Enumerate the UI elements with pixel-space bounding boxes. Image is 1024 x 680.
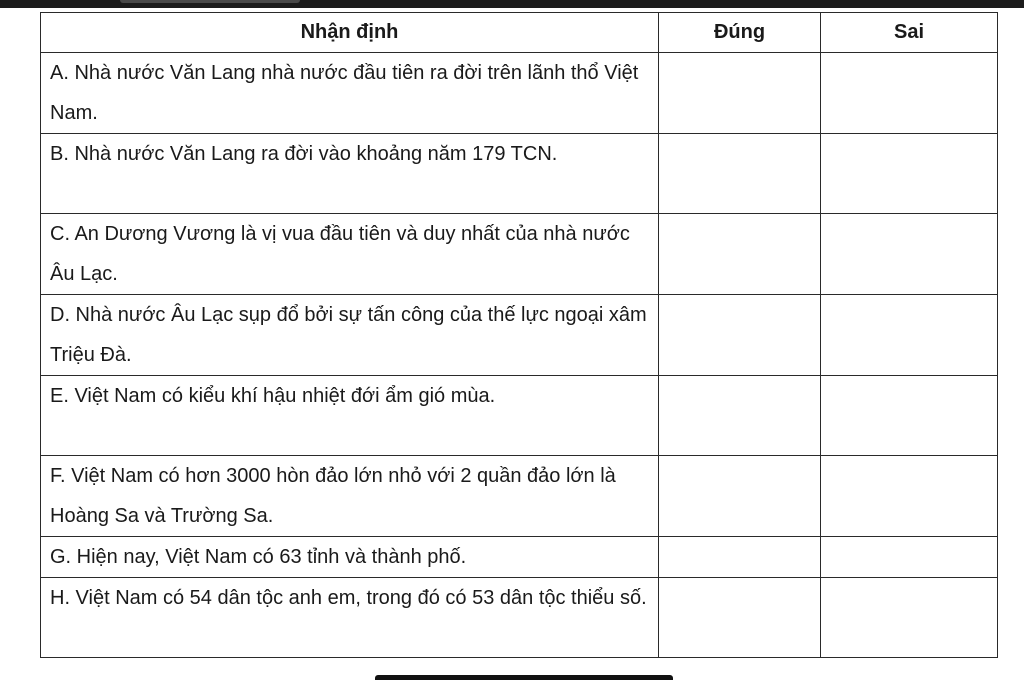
statement-cell: G. Hiện nay, Việt Nam có 63 tỉnh và thành phố. <box>41 537 659 578</box>
true-answer-cell[interactable] <box>659 376 821 456</box>
false-answer-cell[interactable] <box>821 456 998 537</box>
true-answer-cell[interactable] <box>659 537 821 578</box>
table-row <box>41 537 998 578</box>
header-row <box>41 13 998 53</box>
true-answer-cell[interactable] <box>659 134 821 214</box>
table-row <box>41 134 998 214</box>
false-answer-cell[interactable] <box>821 295 998 376</box>
false-answer-cell[interactable] <box>821 376 998 456</box>
true-answer-cell[interactable] <box>659 214 821 295</box>
statement-cell: B. Nhà nước Văn Lang ra đời vào khoảng năm 179 TCN. <box>41 134 659 214</box>
true-answer-cell[interactable] <box>659 295 821 376</box>
header-true: Đúng <box>659 13 821 53</box>
table-row <box>41 578 998 658</box>
statement-cell: D. Nhà nước Âu Lạc sụp đổ bởi sự tấn công của thế lực ngoại xâm Triệu Đà. <box>41 295 659 376</box>
home-indicator <box>375 675 673 680</box>
statement-cell: E. Việt Nam có kiểu khí hậu nhiệt đới ẩm gió mùa. <box>41 376 659 456</box>
statement-cell: H. Việt Nam có 54 dân tộc anh em, trong đó có 53 dân tộc thiểu số. <box>41 578 659 658</box>
table-row <box>41 456 998 537</box>
true-answer-cell[interactable] <box>659 456 821 537</box>
device-top-bar <box>0 0 1024 8</box>
header-statement: Nhận định <box>41 13 659 53</box>
true-answer-cell[interactable] <box>659 53 821 134</box>
false-answer-cell[interactable] <box>821 53 998 134</box>
statement-cell: F. Việt Nam có hơn 3000 hòn đảo lớn nhỏ với 2 quần đảo lớn là Hoàng Sa và Trường Sa. <box>41 456 659 537</box>
table-row <box>41 53 998 134</box>
false-answer-cell[interactable] <box>821 537 998 578</box>
statement-cell: A. Nhà nước Văn Lang nhà nước đầu tiên ra đời trên lãnh thổ Việt Nam. <box>41 53 659 134</box>
table-row <box>41 376 998 456</box>
device-notch <box>120 0 300 3</box>
table-row <box>41 295 998 376</box>
true-false-table <box>40 12 998 658</box>
table-row <box>41 214 998 295</box>
true-answer-cell[interactable] <box>659 578 821 658</box>
false-answer-cell[interactable] <box>821 134 998 214</box>
false-answer-cell[interactable] <box>821 578 998 658</box>
header-false: Sai <box>821 13 998 53</box>
false-answer-cell[interactable] <box>821 214 998 295</box>
statement-cell: C. An Dương Vương là vị vua đầu tiên và duy nhất của nhà nước Âu Lạc. <box>41 214 659 295</box>
